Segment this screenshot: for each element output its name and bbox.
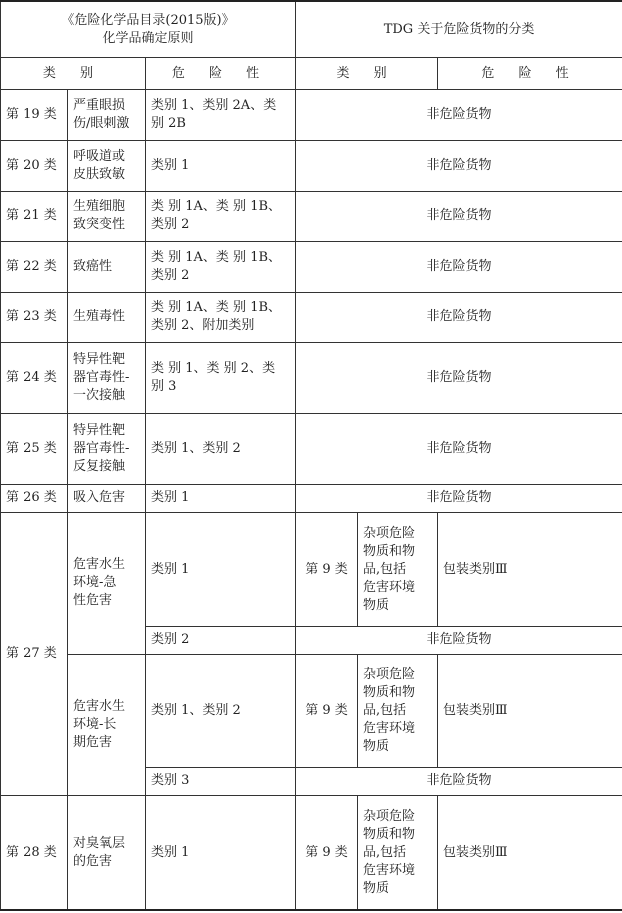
tdg-cell: 非危险货物 xyxy=(296,242,622,293)
class-cell: 第 25 类 xyxy=(1,413,68,484)
hazard-name-cell: 呼吸道或 皮肤致敏 xyxy=(68,141,146,192)
tdg-hazard-cell: 包装类别Ⅲ xyxy=(438,654,622,767)
hazard-name-cell: 对臭氧层 的危害 xyxy=(68,796,146,910)
class-cell: 第 26 类 xyxy=(1,484,68,512)
column-header-tdg-class: 类 别 xyxy=(296,58,438,90)
table-row xyxy=(1,413,622,484)
table-row xyxy=(1,191,622,242)
hazard-name-cell: 严重眼损 伤/眼刺激 xyxy=(68,90,146,141)
tdg-class-cell: 第 9 类 xyxy=(296,796,358,910)
hazard-name-cell: 特异性靶 器官毒性- 一次接触 xyxy=(68,343,146,414)
tdg-cell: 非危险货物 xyxy=(296,484,622,512)
tdg-hazard-cell: 包装类别Ⅲ xyxy=(438,796,622,910)
class-cell: 第 19 类 xyxy=(1,90,68,141)
tdg-hazard-cell: 包装类别Ⅲ xyxy=(438,513,622,627)
table-row xyxy=(1,513,622,627)
tdg-class-cell: 第 9 类 xyxy=(296,654,358,767)
hazard-category-cell: 类 别 1、类 别 2、类 别 3 xyxy=(146,343,296,414)
tdg-cell: 非危险货物 xyxy=(296,292,622,343)
hazard-name-cell: 危害水生 环境-长 期危害 xyxy=(68,654,146,796)
hazard-category-cell: 类别 3 xyxy=(146,767,296,795)
tdg-class-cell: 第 9 类 xyxy=(296,513,358,627)
class-cell: 第 23 类 xyxy=(1,292,68,343)
hazard-name-cell: 吸入危害 xyxy=(68,484,146,512)
tdg-cell: 非危险货物 xyxy=(296,141,622,192)
class-cell: 第 21 类 xyxy=(1,191,68,242)
hazard-category-cell: 类别 1、类别 2 xyxy=(146,413,296,484)
table-row xyxy=(1,796,622,910)
tdg-cell: 非危险货物 xyxy=(296,627,622,654)
table-row xyxy=(1,242,622,293)
hazard-category-cell: 类 别 1A、类 别 1B、 类别 2、附加类别 xyxy=(146,292,296,343)
hazard-name-cell: 危害水生 环境-急 性危害 xyxy=(68,513,146,655)
column-header-hazard: 危 险 性 xyxy=(146,58,296,90)
left-section-title: 《危险化学品目录(2015版)》 化学品确定原则 xyxy=(1,1,296,58)
hazard-category-cell: 类 别 1A、类 别 1B、 类别 2 xyxy=(146,242,296,293)
right-section-title: TDG 关于危险货物的分类 xyxy=(296,1,622,58)
hazard-category-cell: 类别 1 xyxy=(146,484,296,512)
class-cell: 第 20 类 xyxy=(1,141,68,192)
tdg-description-cell: 杂项危险 物质和物 品,包括 危害环境 物质 xyxy=(358,513,438,627)
table-row xyxy=(1,484,622,512)
tdg-cell: 非危险货物 xyxy=(296,90,622,141)
class-cell: 第 28 类 xyxy=(1,796,68,910)
tdg-cell: 非危险货物 xyxy=(296,343,622,414)
class-cell: 第 22 类 xyxy=(1,242,68,293)
hazard-name-cell: 特异性靶 器官毒性- 反复接触 xyxy=(68,413,146,484)
hazard-name-cell: 致癌性 xyxy=(68,242,146,293)
table-subheader-row xyxy=(1,58,622,90)
tdg-cell: 非危险货物 xyxy=(296,191,622,242)
table-header-row xyxy=(1,1,622,58)
hazard-name-cell: 生殖毒性 xyxy=(68,292,146,343)
hazard-category-cell: 类别 1、类别 2 xyxy=(146,654,296,767)
hazard-name-cell: 生殖细胞 致突变性 xyxy=(68,191,146,242)
table-row xyxy=(1,90,622,141)
column-header-class: 类 别 xyxy=(1,58,146,90)
column-header-tdg-hazard: 危 险 性 xyxy=(438,58,622,90)
hazard-category-cell: 类 别 1A、类 别 1B、 类别 2 xyxy=(146,191,296,242)
tdg-cell: 非危险货物 xyxy=(296,413,622,484)
hazard-category-cell: 类别 2 xyxy=(146,627,296,654)
tdg-cell: 非危险货物 xyxy=(296,767,622,795)
class-cell: 第 24 类 xyxy=(1,343,68,414)
table-row xyxy=(1,654,622,767)
table-row xyxy=(1,292,622,343)
hazard-category-cell: 类别 1 xyxy=(146,796,296,910)
tdg-description-cell: 杂项危险 物质和物 品,包括 危害环境 物质 xyxy=(358,654,438,767)
table-row xyxy=(1,141,622,192)
hazard-category-cell: 类别 1、类别 2A、类 别 2B xyxy=(146,90,296,141)
hazard-category-cell: 类别 1 xyxy=(146,141,296,192)
tdg-description-cell: 杂项危险 物质和物 品,包括 危害环境 物质 xyxy=(358,796,438,910)
hazard-category-cell: 类别 1 xyxy=(146,513,296,627)
class-cell: 第 27 类 xyxy=(1,513,68,796)
table-row xyxy=(1,343,622,414)
